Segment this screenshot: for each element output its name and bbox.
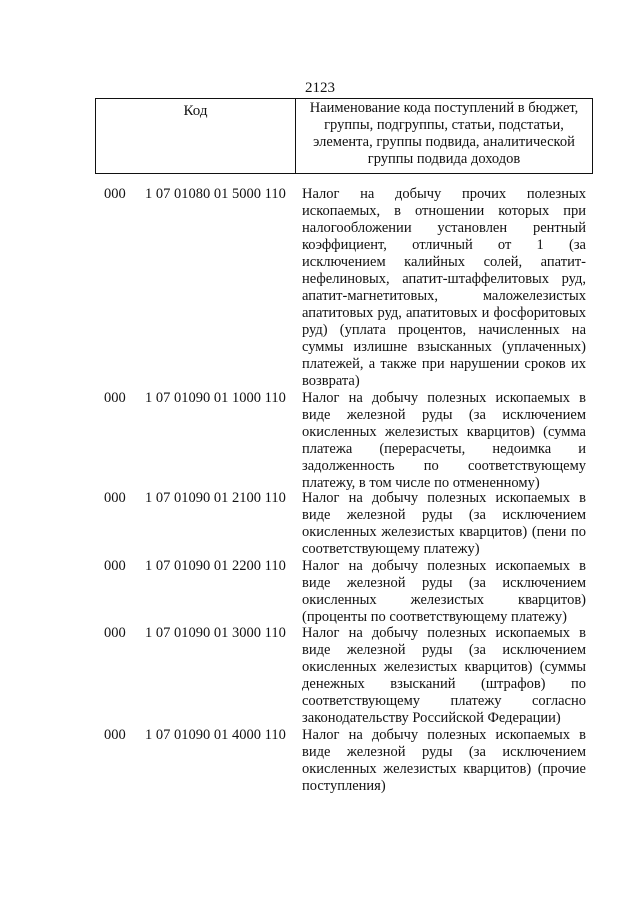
income-code: 1 07 01090 01 4000 110 [145,727,286,743]
income-code: 1 07 01090 01 1000 110 [145,390,286,406]
page-number: 2123 [305,80,335,96]
admin-code: 000 [104,558,126,574]
income-description: Налог на добычу полезных ископаемых в виде железной руды (за исключением окисленных железистых кварцитов) (проценты по соответствующему платежу) [302,558,586,625]
header-name-label: Наименование кода поступлений в бюджет, группы, подгруппы, статьи, подстатьи, элемента, группы подвида, аналитической группы подвида доходов [309,100,579,167]
income-description: Налог на добычу прочих полезных ископаемых, в отношении которых при налогообложении установлен рентный коэффициент, отличный от 1 (за исключением калийных солей, апатит-нефелиновых, апатит-штаффелитовых руд, апатит-магнетитовых, маложелезистых апатитовых руд, апатитовых и фосфоритовых руд) (уплата процентов, начисленных на суммы излишне взысканных (уплаченных) платежей, а также при нарушении сроков их возврата) [302,186,586,389]
income-code: 1 07 01090 01 2200 110 [145,558,286,574]
admin-code: 000 [104,390,126,406]
header-code-label: Код [96,99,296,173]
income-description: Налог на добычу полезных ископаемых в виде железной руды (за исключением окисленных железистых кварцитов) (прочие поступления) [302,727,586,794]
income-description: Налог на добычу полезных ископаемых в виде железной руды (за исключением окисленных железистых кварцитов) (пени по соответствующему платежу) [302,490,586,557]
income-description: Налог на добычу полезных ископаемых в виде железной руды (за исключением окисленных железистых кварцитов) (суммы денежных взысканий (штрафов) по соответствующему платежу согласно законодательству Российской Федерации) [302,625,586,726]
income-description: Налог на добычу полезных ископаемых в виде железной руды (за исключением окисленных железистых кварцитов) (сумма платежа (перерасчеты, недоимка и задолженность по соответствующему платежу, в том числе по отмененному) [302,390,586,491]
income-code: 1 07 01090 01 2100 110 [145,490,286,506]
admin-code: 000 [104,625,126,641]
income-code: 1 07 01090 01 3000 110 [145,625,286,641]
income-code: 1 07 01080 01 5000 110 [145,186,286,202]
admin-code: 000 [104,490,126,506]
admin-code: 000 [104,186,126,202]
admin-code: 000 [104,727,126,743]
table-header [95,98,593,174]
